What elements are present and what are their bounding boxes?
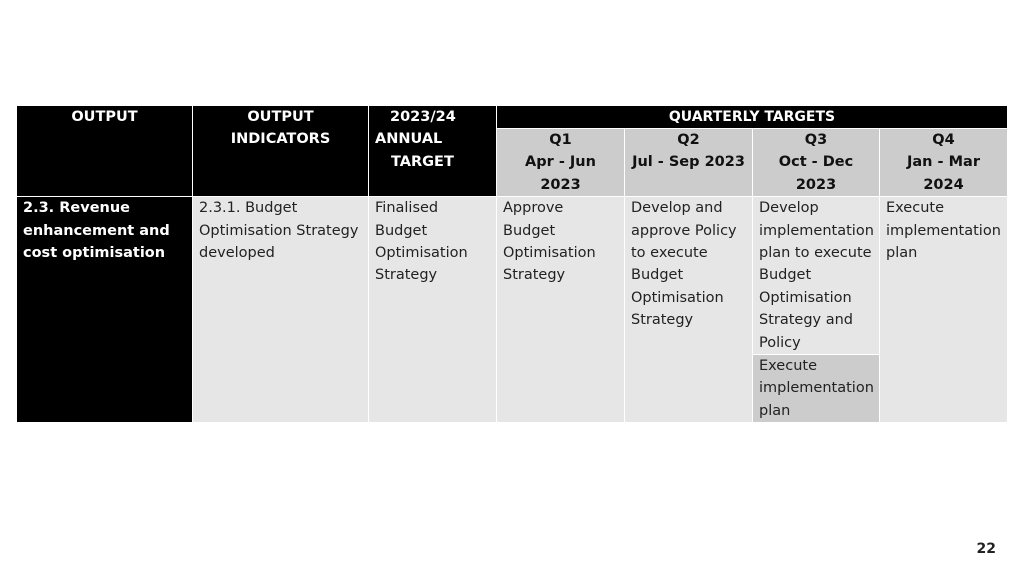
- page-number: 22: [976, 541, 996, 557]
- header-q1: Q1 Apr - Jun 2023: [497, 129, 625, 197]
- header-output-indicators: OUTPUT INDICATORS: [193, 106, 369, 197]
- header-annual-target: 2023/24 ANNUAL TARGET: [369, 106, 497, 197]
- cell-q3-target: Develop implementation plan to execute Budget Optimisation Strategy and Policy: [753, 197, 880, 355]
- cell-q2-target: Develop and approve Policy to execute Budget Optimisation Strategy: [625, 197, 753, 423]
- header-q3: Q3 Oct - Dec 2023: [753, 129, 880, 197]
- cell-annual-target: Finalised Budget Optimisation Strategy: [369, 197, 497, 423]
- cell-output: 2.3. Revenue enhancement and cost optimisation: [17, 197, 193, 423]
- cell-output-indicator: 2.3.1. Budget Optimisation Strategy developed: [193, 197, 369, 423]
- header-quarterly-targets: QUARTERLY TARGETS: [497, 106, 1008, 129]
- header-output: OUTPUT: [17, 106, 193, 197]
- cell-q4-target: Execute implementation plan: [880, 197, 1008, 423]
- header-q2: Q2 Jul - Sep 2023: [625, 129, 753, 197]
- cell-q3-extra-target: Execute implementation plan: [753, 355, 880, 423]
- targets-table: [16, 105, 1008, 423]
- cell-q1-target: Approve Budget Optimisation Strategy: [497, 197, 625, 423]
- header-q4: Q4 Jan - Mar 2024: [880, 129, 1008, 197]
